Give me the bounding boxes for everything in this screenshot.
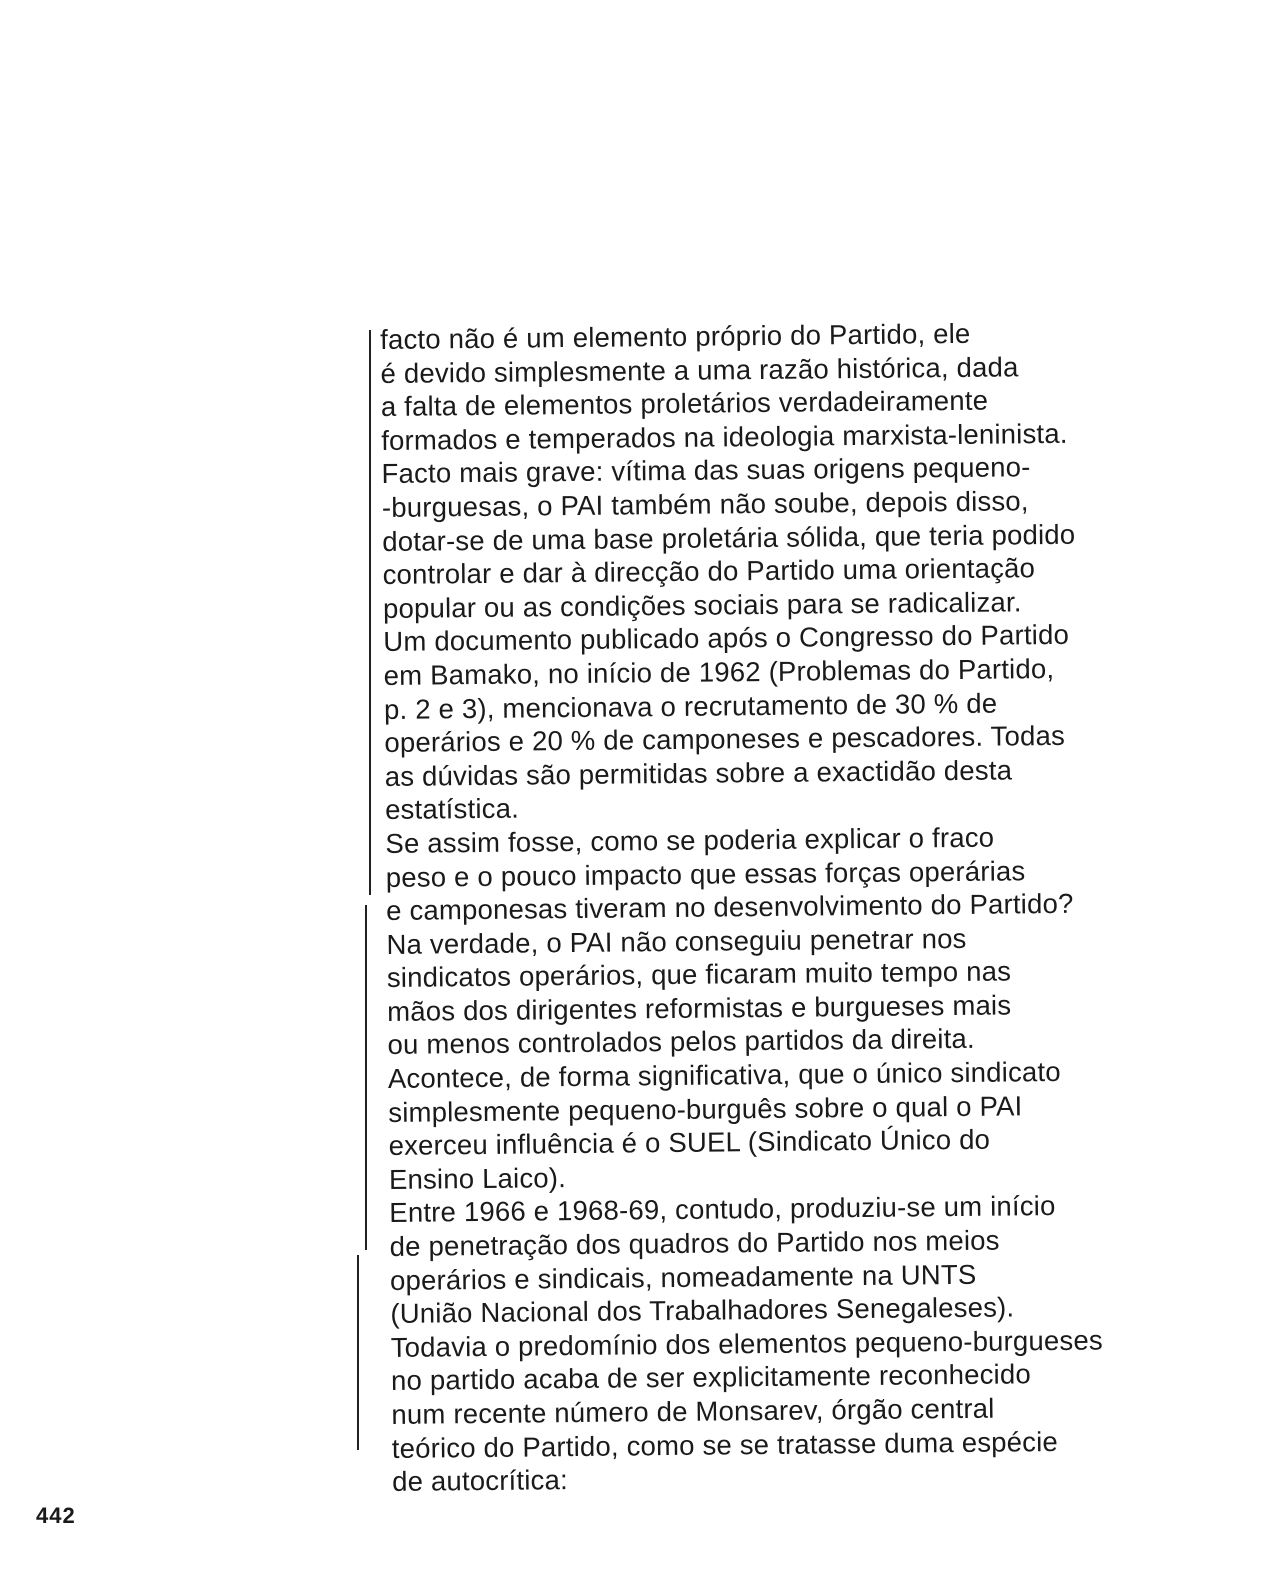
text-line: (União Nacional dos Trabalhadores Senegaleses).	[390, 1291, 1015, 1330]
text-line: sindicatos operários, que ficaram muito tempo nas	[386, 955, 1012, 994]
text-line: operários e 20 % de camponeses e pescadores. Todas	[384, 719, 1066, 759]
text-line: é devido simplesmente a uma razão histórica, dada	[380, 350, 1019, 389]
text-line: facto não é um elemento próprio do Partido, ele	[380, 317, 971, 355]
text-line: popular ou as condições sociais para se radicalizar.	[382, 586, 1022, 624]
margin-rule	[357, 1255, 359, 1450]
text-line: Facto mais grave: vítima das suas origens pequeno-	[381, 451, 1031, 490]
margin-rule	[369, 330, 371, 895]
text-line: -burguesas, o PAI também não soube, depois disso,	[381, 485, 1029, 523]
text-line: em Bamako, no início de 1962 (Problemas do Partido,	[383, 652, 1055, 691]
text-line: peso e o pouco impacto que essas forças operárias	[385, 854, 1026, 893]
text-line: a falta de elementos proletários verdadeiramente	[380, 384, 989, 423]
text-line: Ensino Laico).	[388, 1161, 567, 1195]
text-line: no partido acaba de ser explicitamente reconhecido	[390, 1358, 1032, 1397]
text-line: e camponesas tiveram no desenvolvimento do Partido?	[385, 887, 1074, 927]
text-line: exerceu influência é o SUEL (Sindicato Único do	[388, 1123, 991, 1162]
body-text	[380, 314, 1232, 1499]
text-line: ou menos controlados pelos partidos da direita.	[387, 1023, 975, 1061]
text-line: num recente número de Monsarev, órgão central	[391, 1392, 995, 1430]
text-line: formados e temperados na ideologia marxista-leninista.	[381, 417, 1068, 456]
text-line: controlar e dar à direcção do Partido uma orientação	[382, 552, 1036, 591]
text-line: estatística.	[384, 792, 520, 826]
text-line: Se assim fosse, como se poderia explicar o fraco	[385, 821, 995, 859]
text-line: as dúvidas são permitidas sobre a exactidão desta	[384, 754, 1013, 792]
text-line: Acontece, de forma significativa, que o único sindicato	[387, 1055, 1061, 1095]
text-line: dotar-se de uma base proletária sólida, que teria podido	[382, 518, 1076, 557]
text-line: de penetração dos quadros do Partido nos meios	[389, 1224, 1000, 1262]
text-line: operários e sindicais, nomeadamente na UNTS	[389, 1258, 977, 1296]
text-line: Todavia o predomínio dos elementos pequeno-burgueses	[390, 1324, 1103, 1363]
text-line: de autocrítica:	[391, 1464, 569, 1498]
text-line: Um documento publicado após o Congresso do Partido	[383, 619, 1070, 658]
page-number: 442	[36, 1503, 76, 1528]
text-line: p. 2 e 3), mencionava o recrutamento de 30 % de	[383, 687, 998, 725]
text-line: Na verdade, o PAI não conseguiu penetrar nos	[386, 922, 967, 960]
text-line: Entre 1966 e 1968-69, contudo, produziu-se um início	[389, 1190, 1056, 1229]
margin-rule	[365, 905, 367, 1250]
text-line: teórico do Partido, como se se tratasse duma espécie	[391, 1425, 1059, 1464]
text-line: mãos dos dirigentes reformistas e burgueses mais	[387, 989, 1012, 1027]
text-line: simplesmente pequeno-burguês sobre o qual o PAI	[388, 1089, 1023, 1128]
